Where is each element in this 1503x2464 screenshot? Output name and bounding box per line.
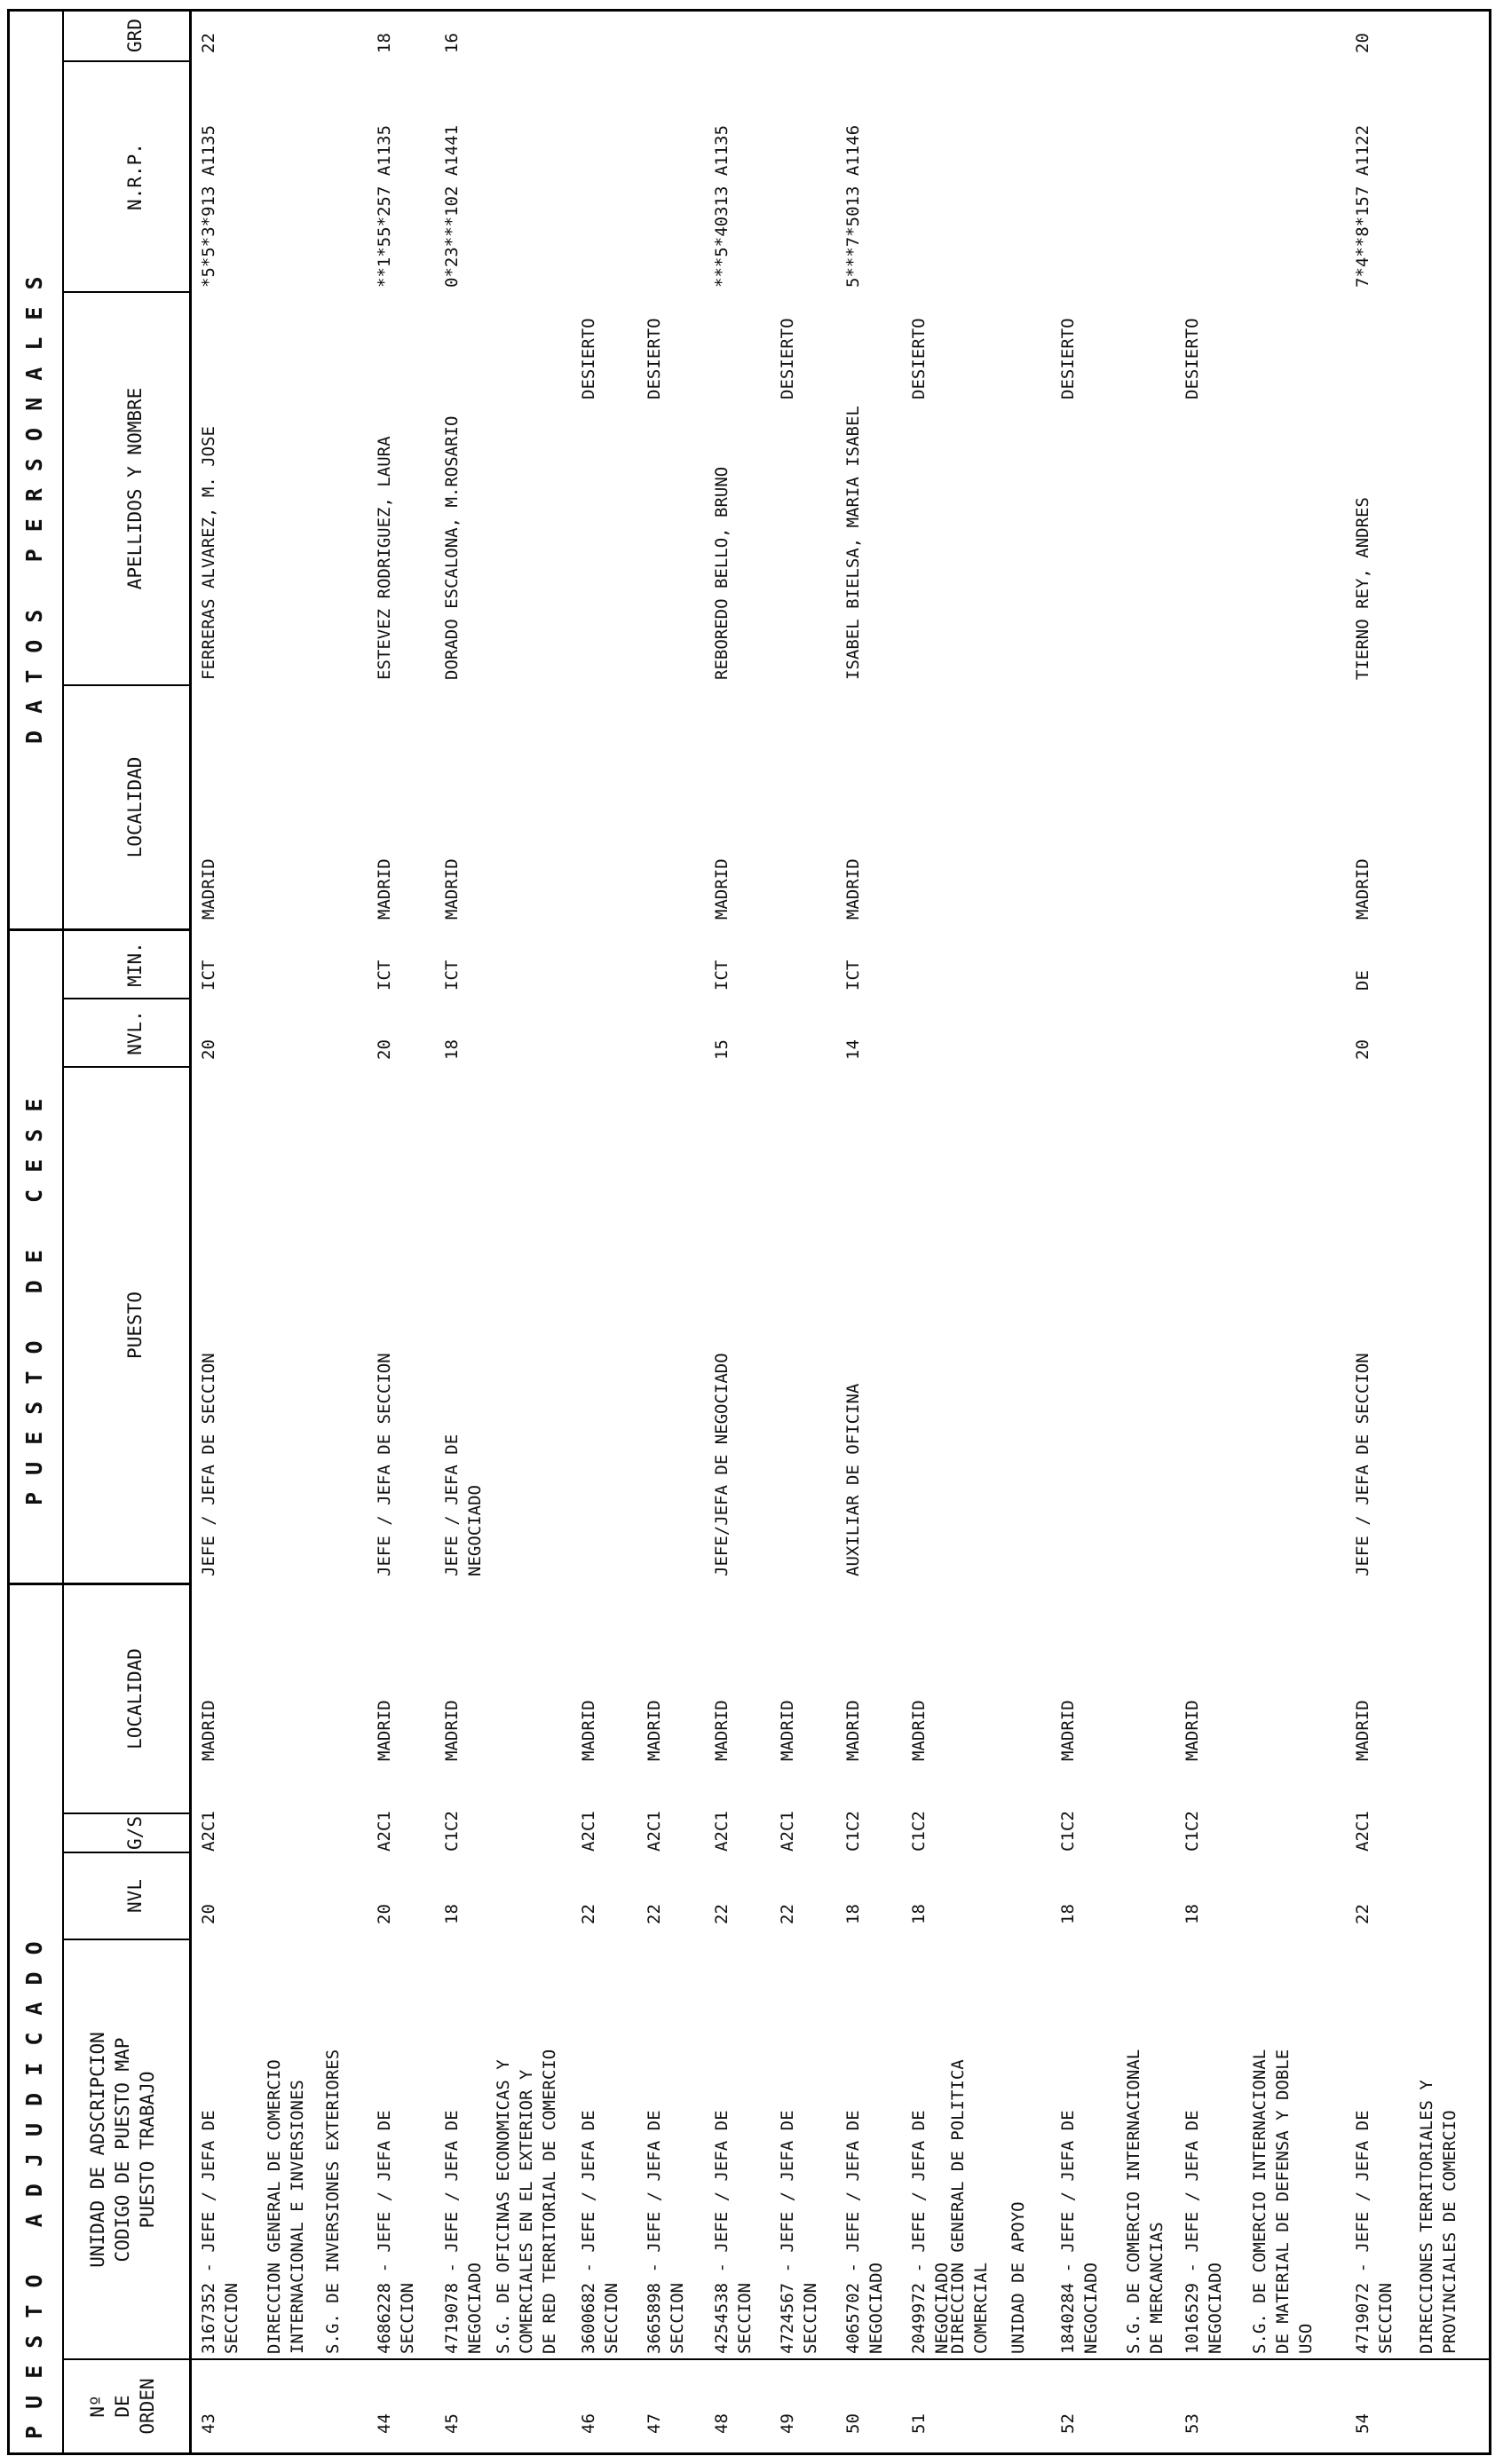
row-localidad: MADRID xyxy=(778,1700,797,1761)
row-nvl: 20 xyxy=(199,1904,218,1924)
row-codigo: 4254538 - JEFE / JEFA DE SECCION xyxy=(712,2110,755,2354)
row-orden: 50 xyxy=(843,2413,863,2434)
row-localidad-cese: MADRID xyxy=(843,858,863,920)
row-localidad: MADRID xyxy=(1183,1700,1202,1761)
row-nrp: ***5*40313 A1135 xyxy=(712,124,732,288)
row-localidad: MADRID xyxy=(1353,1700,1372,1761)
row-nvl-cese: 15 xyxy=(712,1039,732,1060)
row-gs: C1C2 xyxy=(442,1811,462,1852)
row-codigo: 3167352 - JEFE / JEFA DE SECCION xyxy=(199,2110,241,2354)
row-localidad: MADRID xyxy=(645,1700,664,1761)
row-nombre: ISABEL BIELSA, MARIA ISABEL xyxy=(843,406,863,680)
header-nvl-cese: NVL. xyxy=(124,1010,146,1055)
row-codigo: 3665898 - JEFE / JEFA DE SECCION xyxy=(645,2110,687,2354)
row-localidad: MADRID xyxy=(909,1700,929,1761)
col-line xyxy=(62,1939,192,1940)
row-nvl: 22 xyxy=(645,1904,664,1924)
row-gs: C1C2 xyxy=(1183,1811,1202,1852)
row-orden: 46 xyxy=(579,2413,598,2434)
row-nombre: DESIERTO xyxy=(909,318,929,399)
unit-heading: S.G. DE OFICINAS ECONOMICAS Y COMERCIALES EN EL EXTERIOR Y DE RED TERRITORIAL DE COMERCIO xyxy=(494,2049,559,2354)
section-line xyxy=(7,928,192,931)
row-nrp: **1*55*257 A1135 xyxy=(375,124,394,288)
row-puesto-cese: JEFE / JEFA DE SECCION xyxy=(1353,1353,1372,1576)
row-nvl: 22 xyxy=(712,1904,732,1924)
row-puesto-cese: JEFE / JEFA DE SECCION xyxy=(199,1353,218,1576)
header-grd: GRD xyxy=(124,19,146,52)
unit-heading: S.G. DE INVERSIONES EXTERIORES xyxy=(323,2049,343,2354)
row-nombre: DESIERTO xyxy=(645,318,664,399)
row-grd: 18 xyxy=(375,33,394,53)
row-localidad: MADRID xyxy=(1058,1700,1078,1761)
row-nombre: DESIERTO xyxy=(1183,318,1202,399)
row-orden: 43 xyxy=(199,2413,218,2434)
row-localidad: MADRID xyxy=(375,1700,394,1761)
header-apellidos: APELLIDOS Y NOMBRE xyxy=(124,387,146,590)
row-nvl: 22 xyxy=(1353,1904,1372,1924)
row-gs: A2C1 xyxy=(712,1811,732,1852)
section-title-personales: D A T O S P E R S O N A L E S xyxy=(21,274,47,744)
row-nombre: REBOREDO BELLO, BRUNO xyxy=(712,466,732,680)
row-nombre: DESIERTO xyxy=(579,318,598,399)
row-puesto-cese: JEFE / JEFA DE SECCION xyxy=(375,1353,394,1576)
row-nvl: 22 xyxy=(579,1904,598,1924)
row-nrp: 7*4**8*157 A1122 xyxy=(1353,124,1372,288)
header-localidad: LOCALIDAD xyxy=(124,1648,146,1749)
row-gs: A2C1 xyxy=(1353,1811,1372,1852)
row-gs: C1C2 xyxy=(1058,1811,1078,1852)
row-nvl: 18 xyxy=(442,1904,462,1924)
row-gs: A2C1 xyxy=(645,1811,664,1852)
section-line xyxy=(7,1583,192,1585)
row-localidad: MADRID xyxy=(579,1700,598,1761)
row-codigo: 4719078 - JEFE / JEFA DE NEGOCIADO xyxy=(442,2110,485,2354)
row-nvl: 18 xyxy=(843,1904,863,1924)
row-orden: 54 xyxy=(1353,2413,1372,2434)
header-divider xyxy=(189,9,192,2455)
row-codigo: 2049972 - JEFE / JEFA DE NEGOCIADO xyxy=(909,2110,952,2354)
row-gs: A2C1 xyxy=(579,1811,598,1852)
row-localidad: MADRID xyxy=(442,1700,462,1761)
unit-heading: UNIDAD DE APOYO xyxy=(1009,2201,1028,2354)
header-min: MIN. xyxy=(124,942,146,987)
row-grd: 20 xyxy=(1353,33,1372,53)
row-min: ICT xyxy=(199,960,218,991)
row-orden: 45 xyxy=(442,2413,462,2434)
row-nvl: 18 xyxy=(1183,1904,1202,1924)
row-codigo: 4065702 - JEFE / JEFA DE NEGOCIADO xyxy=(843,2110,886,2354)
row-orden: 48 xyxy=(712,2413,732,2434)
row-min: ICT xyxy=(712,960,732,991)
row-nrp: *5*5*3*913 A1135 xyxy=(199,124,218,288)
row-min: ICT xyxy=(442,960,462,991)
row-puesto-cese: AUXILIAR DE OFICINA xyxy=(843,1383,863,1576)
row-codigo: 3600682 - JEFE / JEFA DE SECCION xyxy=(579,2110,621,2354)
row-nrp: 0*23***102 A1441 xyxy=(442,124,462,288)
row-nvl-cese: 20 xyxy=(1353,1039,1372,1060)
row-nvl-cese: 20 xyxy=(375,1039,394,1060)
row-orden: 49 xyxy=(778,2413,797,2434)
row-orden: 47 xyxy=(645,2413,664,2434)
band-divider xyxy=(62,9,64,2455)
row-gs: C1C2 xyxy=(909,1811,929,1852)
row-localidad: MADRID xyxy=(199,1700,218,1761)
header-nvl: NVL xyxy=(124,1879,146,1913)
row-gs: A2C1 xyxy=(199,1811,218,1852)
row-nombre: DESIERTO xyxy=(778,318,797,399)
section-title-cese: P U E S T O D E C E S E xyxy=(21,1096,47,1505)
row-nombre: TIERNO REY, ANDRES xyxy=(1353,497,1372,680)
row-localidad-cese: MADRID xyxy=(712,858,732,920)
row-localidad-cese: MADRID xyxy=(375,858,394,920)
unit-heading: DIRECCIONES TERRITORIALES Y PROVINCIALES DE COMERCIO xyxy=(1417,2080,1459,2354)
row-gs: A2C1 xyxy=(778,1811,797,1852)
row-puesto-cese: JEFE/JEFA DE NEGOCIADO xyxy=(712,1353,732,1576)
row-nombre: ESTEVEZ RODRIGUEZ, LAURA xyxy=(375,436,394,680)
row-codigo: 1840284 - JEFE / JEFA DE NEGOCIADO xyxy=(1058,2110,1101,2354)
row-grd: 16 xyxy=(442,33,462,53)
row-nvl: 18 xyxy=(909,1904,929,1924)
row-min: ICT xyxy=(375,960,394,991)
unit-heading: S.G. DE COMERCIO INTERNACIONAL DE MATERIAL DE DEFENSA Y DOBLE USO xyxy=(1250,2049,1316,2354)
unit-heading: DIRECCION GENERAL DE COMERCIO INTERNACIONAL E INVERSIONES xyxy=(265,2059,307,2354)
row-codigo: 4686228 - JEFE / JEFA DE SECCION xyxy=(375,2110,417,2354)
row-nvl: 18 xyxy=(1058,1904,1078,1924)
header-localidad-cese: LOCALIDAD xyxy=(124,756,146,858)
row-gs: A2C1 xyxy=(375,1811,394,1852)
row-gs: C1C2 xyxy=(843,1811,863,1852)
row-localidad: MADRID xyxy=(843,1700,863,1761)
unit-heading: DIRECCION GENERAL DE POLITICA COMERCIAL xyxy=(948,2059,991,2354)
row-orden: 51 xyxy=(909,2413,929,2434)
col-line xyxy=(62,2358,1491,2360)
row-puesto-cese: JEFE / JEFA DE NEGOCIADO xyxy=(442,1433,485,1576)
row-min: DE xyxy=(1353,970,1372,991)
header-orden: Nº DE ORDEN xyxy=(87,2378,158,2435)
row-nvl: 20 xyxy=(375,1904,394,1924)
row-codigo: 4719072 - JEFE / JEFA DE SECCION xyxy=(1353,2110,1396,2354)
row-nvl-cese: 20 xyxy=(199,1039,218,1060)
row-nrp: 5***7*5013 A1146 xyxy=(843,124,863,288)
unit-heading: S.G. DE COMERCIO INTERNACIONAL DE MERCANCIAS xyxy=(1124,2049,1167,2354)
row-orden: 52 xyxy=(1058,2413,1078,2434)
row-orden: 53 xyxy=(1183,2413,1202,2434)
row-localidad-cese: MADRID xyxy=(199,858,218,920)
section-title-adjudicado: P U E S T O A D J U D I C A D O xyxy=(21,1939,47,2439)
row-nombre: FERRERAS ALVAREZ, M. JOSE xyxy=(199,426,218,680)
row-nvl-cese: 18 xyxy=(442,1039,462,1060)
row-min: ICT xyxy=(843,960,863,991)
row-orden: 44 xyxy=(375,2413,394,2434)
row-codigo: 4724567 - JEFE / JEFA DE SECCION xyxy=(778,2110,820,2354)
header-nrp: N.R.P. xyxy=(124,143,146,210)
header-gs: G/S xyxy=(124,1816,146,1850)
row-nombre: DORADO ESCALONA, M.ROSARIO xyxy=(442,415,462,680)
header-puesto: PUESTO xyxy=(124,1291,146,1359)
row-nombre: DESIERTO xyxy=(1058,318,1078,399)
header-unidad: UNIDAD DE ADSCRIPCION CODIGO DE PUESTO MAP PUESTO TRABAJO xyxy=(87,2032,158,2268)
row-nvl: 22 xyxy=(778,1904,797,1924)
row-nvl-cese: 14 xyxy=(843,1039,863,1060)
row-localidad: MADRID xyxy=(712,1700,732,1761)
row-grd: 22 xyxy=(199,33,218,53)
row-codigo: 1016529 - JEFE / JEFA DE NEGOCIADO xyxy=(1183,2110,1225,2354)
row-localidad-cese: MADRID xyxy=(442,858,462,920)
row-localidad-cese: MADRID xyxy=(1353,858,1372,920)
